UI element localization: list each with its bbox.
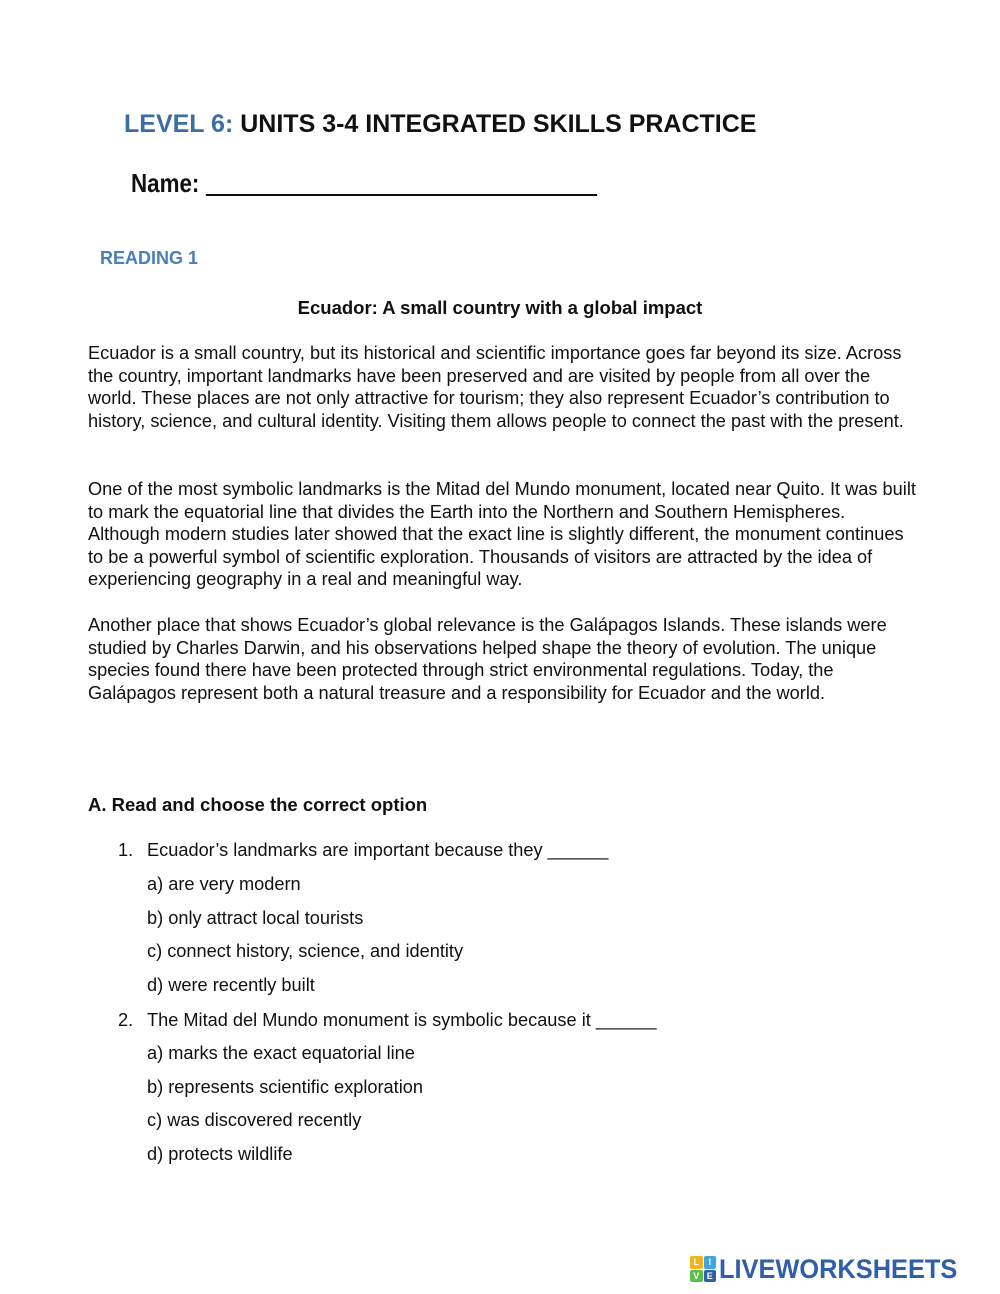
title-text: UNITS 3-4 INTEGRATED SKILLS PRACTICE bbox=[240, 110, 757, 138]
option[interactable]: c) was discovered recently bbox=[147, 1110, 362, 1130]
page-title bbox=[124, 110, 757, 139]
option[interactable]: d) protects wildlife bbox=[147, 1144, 293, 1164]
name-input-line[interactable] bbox=[206, 168, 597, 196]
option[interactable]: b) represents scientific exploration bbox=[147, 1077, 423, 1097]
option[interactable]: c) connect history, science, and identity bbox=[147, 941, 464, 961]
logo-text: LIVEWORKSHEETS bbox=[719, 1253, 958, 1284]
section-label: READING 1 bbox=[100, 248, 199, 268]
reading-paragraph-2: One of the most symbolic landmarks is the Mitad del Mundo monument, located near Quito. It was built to mark the equatorial line that divides the Earth into the Northern and Southern Hemispheres. Although modern studies later showed that the exact line is slightly different, the monument continues to be a powerful symbol of scientific exploration. Thousands of visitors are attracted by the idea of experiencing geography in a real and meaningful way. bbox=[88, 479, 916, 590]
exercise-title: A. Read and choose the correct option bbox=[88, 794, 428, 815]
reading-paragraph-3: Another place that shows Ecuador’s global relevance is the Galápagos Islands. These islands were studied by Charles Darwin, and his observations helped shape the theory of evolution. The unique species found there have been protected through strict environmental regulations. Today, the Galápagos represent both a natural treasure and a responsibility for Ecuador and the world. bbox=[88, 615, 887, 703]
question-number: 2. bbox=[118, 1010, 134, 1030]
logo-mark-icon: L I V E bbox=[690, 1256, 716, 1282]
option[interactable]: a) are very modern bbox=[147, 874, 301, 894]
question-2 bbox=[118, 1010, 657, 1031]
reading-title: Ecuador: A small country with a global impact bbox=[297, 297, 703, 318]
question-text: The Mitad del Mundo monument is symbolic because it ______ bbox=[147, 1010, 657, 1030]
option[interactable]: a) marks the exact equatorial line bbox=[147, 1043, 415, 1063]
name-label: Name: bbox=[131, 168, 200, 198]
question-text: Ecuador’s landmarks are important because they ______ bbox=[147, 840, 609, 860]
level-label: LEVEL 6: bbox=[124, 110, 234, 138]
name-row bbox=[131, 168, 598, 199]
question-number: 1. bbox=[118, 840, 134, 860]
liveworksheets-logo bbox=[690, 1254, 973, 1284]
option[interactable]: d) were recently built bbox=[147, 975, 315, 995]
question-1 bbox=[118, 840, 608, 861]
reading-paragraph-1: Ecuador is a small country, but its historical and scientific importance goes far beyond its size. Across the country, important landmarks have been preserved and are visited by people from all over the world. These places are not only attractive for tourism; they also represent Ecuador’s contribution to history, science, and cultural identity. Visiting them allows people to connect the past with the present. bbox=[88, 343, 904, 431]
option[interactable]: b) only attract local tourists bbox=[147, 908, 364, 928]
